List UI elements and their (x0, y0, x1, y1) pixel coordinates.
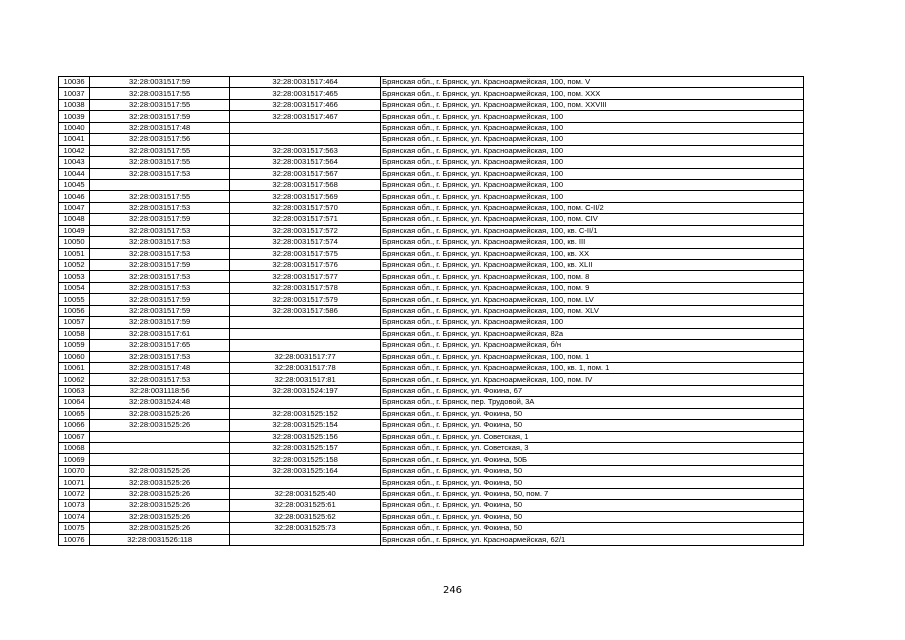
table-row (59, 523, 804, 534)
address-cell: Брянская обл., г. Брянск, ул. Фокина, 50 (381, 500, 804, 511)
row-number-cell: 10042 (59, 145, 90, 156)
land-cadastral-number-cell: 32:28:0031517:65 (90, 340, 230, 351)
row-number-cell: 10039 (59, 111, 90, 122)
land-cadastral-number-cell: 32:28:0031517:53 (90, 202, 230, 213)
address-cell: Брянская обл., г. Брянск, ул. Фокина, 50 (381, 477, 804, 488)
object-cadastral-number-cell: 32:28:0031517:78 (230, 362, 381, 373)
address-cell: Брянская обл., г. Брянск, ул. Красноармейская, 100 (381, 145, 804, 156)
address-cell: Брянская обл., г. Брянск, ул. Красноармейская, 100 (381, 179, 804, 190)
row-number-cell: 10037 (59, 88, 90, 99)
row-number-cell: 10070 (59, 465, 90, 476)
table-row (59, 408, 804, 419)
address-cell: Брянская обл., г. Брянск, ул. Красноармейская, 100, пом. XXX (381, 88, 804, 99)
object-cadastral-number-cell: 32:28:0031517:576 (230, 260, 381, 271)
land-cadastral-number-cell: 32:28:0031517:53 (90, 374, 230, 385)
object-cadastral-number-cell: 32:28:0031525:40 (230, 488, 381, 499)
row-number-cell: 10047 (59, 202, 90, 213)
row-number-cell: 10067 (59, 431, 90, 442)
address-cell: Брянская обл., г. Брянск, ул. Красноармейская, 100, пом. 8 (381, 271, 804, 282)
land-cadastral-number-cell: 32:28:0031517:59 (90, 260, 230, 271)
object-cadastral-number-cell: 32:28:0031517:568 (230, 179, 381, 190)
object-cadastral-number-cell: 32:28:0031525:156 (230, 431, 381, 442)
object-cadastral-number-cell (230, 122, 381, 133)
row-number-cell: 10051 (59, 248, 90, 259)
land-cadastral-number-cell: 32:28:0031517:53 (90, 271, 230, 282)
address-cell: Брянская обл., г. Брянск, ул. Фокина, 50Б (381, 454, 804, 465)
land-cadastral-number-cell: 32:28:0031517:53 (90, 225, 230, 236)
table-row (59, 99, 804, 110)
object-cadastral-number-cell: 32:28:0031517:567 (230, 168, 381, 179)
object-cadastral-number-cell: 32:28:0031525:152 (230, 408, 381, 419)
object-cadastral-number-cell (230, 477, 381, 488)
land-cadastral-number-cell: 32:28:0031517:59 (90, 317, 230, 328)
land-cadastral-number-cell: 32:28:0031517:48 (90, 362, 230, 373)
object-cadastral-number-cell: 32:28:0031517:465 (230, 88, 381, 99)
row-number-cell: 10075 (59, 523, 90, 534)
row-number-cell: 10055 (59, 294, 90, 305)
row-number-cell: 10069 (59, 454, 90, 465)
land-cadastral-number-cell: 32:28:0031118:56 (90, 385, 230, 396)
table-row (59, 191, 804, 202)
address-cell: Брянская обл., г. Брянск, ул. Советская, 1 (381, 431, 804, 442)
object-cadastral-number-cell: 32:28:0031524:197 (230, 385, 381, 396)
object-cadastral-number-cell (230, 534, 381, 545)
row-number-cell: 10056 (59, 305, 90, 316)
address-cell: Брянская обл., г. Брянск, ул. Красноармейская, 100, пом. CIV (381, 214, 804, 225)
table-row (59, 488, 804, 499)
object-cadastral-number-cell: 32:28:0031517:579 (230, 294, 381, 305)
table-row (59, 305, 804, 316)
object-cadastral-number-cell: 32:28:0031517:569 (230, 191, 381, 202)
table-row (59, 477, 804, 488)
land-cadastral-number-cell (90, 454, 230, 465)
object-cadastral-number-cell: 32:28:0031525:154 (230, 420, 381, 431)
land-cadastral-number-cell: 32:28:0031517:59 (90, 77, 230, 88)
land-cadastral-number-cell: 32:28:0031525:26 (90, 523, 230, 534)
land-cadastral-number-cell: 32:28:0031525:26 (90, 408, 230, 419)
address-cell: Брянская обл., г. Брянск, ул. Красноармейская, 62/1 (381, 534, 804, 545)
object-cadastral-number-cell: 32:28:0031525:61 (230, 500, 381, 511)
row-number-cell: 10063 (59, 385, 90, 396)
row-number-cell: 10068 (59, 443, 90, 454)
address-cell: Брянская обл., г. Брянск, ул. Красноармейская, 100 (381, 122, 804, 133)
table-row (59, 111, 804, 122)
object-cadastral-number-cell: 32:28:0031517:77 (230, 351, 381, 362)
object-cadastral-number-cell (230, 397, 381, 408)
object-cadastral-number-cell: 32:28:0031525:62 (230, 511, 381, 522)
table-row (59, 443, 804, 454)
land-cadastral-number-cell: 32:28:0031517:59 (90, 294, 230, 305)
row-number-cell: 10065 (59, 408, 90, 419)
address-cell: Брянская обл., г. Брянск, ул. Красноармейская, 100, кв. XX (381, 248, 804, 259)
object-cadastral-number-cell: 32:28:0031517:572 (230, 225, 381, 236)
row-number-cell: 10048 (59, 214, 90, 225)
table-row (59, 248, 804, 259)
row-number-cell: 10058 (59, 328, 90, 339)
table-row (59, 294, 804, 305)
object-cadastral-number-cell (230, 328, 381, 339)
land-cadastral-number-cell: 32:28:0031517:55 (90, 145, 230, 156)
registry-table (58, 76, 804, 546)
object-cadastral-number-cell: 32:28:0031517:575 (230, 248, 381, 259)
row-number-cell: 10074 (59, 511, 90, 522)
table-row (59, 168, 804, 179)
address-cell: Брянская обл., г. Брянск, ул. Красноармейская, 82а (381, 328, 804, 339)
object-cadastral-number-cell: 32:28:0031517:578 (230, 282, 381, 293)
row-number-cell: 10073 (59, 500, 90, 511)
table-row (59, 511, 804, 522)
row-number-cell: 10053 (59, 271, 90, 282)
table-row (59, 88, 804, 99)
address-cell: Брянская обл., г. Брянск, ул. Красноармейская, 100 (381, 134, 804, 145)
row-number-cell: 10071 (59, 477, 90, 488)
table-row (59, 282, 804, 293)
object-cadastral-number-cell: 32:28:0031517:577 (230, 271, 381, 282)
row-number-cell: 10036 (59, 77, 90, 88)
object-cadastral-number-cell: 32:28:0031517:586 (230, 305, 381, 316)
table-row (59, 237, 804, 248)
object-cadastral-number-cell: 32:28:0031525:157 (230, 443, 381, 454)
row-number-cell: 10049 (59, 225, 90, 236)
land-cadastral-number-cell: 32:28:0031525:26 (90, 511, 230, 522)
object-cadastral-number-cell: 32:28:0031525:158 (230, 454, 381, 465)
land-cadastral-number-cell: 32:28:0031517:59 (90, 214, 230, 225)
address-cell: Брянская обл., г. Брянск, ул. Красноармейская, 100, пом. 9 (381, 282, 804, 293)
address-cell: Брянская обл., г. Брянск, ул. Красноармейская, 100, пом. С-II/2 (381, 202, 804, 213)
land-cadastral-number-cell: 32:28:0031525:26 (90, 500, 230, 511)
address-cell: Брянская обл., г. Брянск, ул. Красноармейская, 100 (381, 157, 804, 168)
address-cell: Брянская обл., г. Брянск, ул. Красноармейская, 100 (381, 317, 804, 328)
object-cadastral-number-cell: 32:28:0031517:467 (230, 111, 381, 122)
object-cadastral-number-cell: 32:28:0031517:571 (230, 214, 381, 225)
row-number-cell: 10046 (59, 191, 90, 202)
object-cadastral-number-cell: 32:28:0031517:466 (230, 99, 381, 110)
address-cell: Брянская обл., г. Брянск, ул. Красноармейская, 100, пом. 1 (381, 351, 804, 362)
land-cadastral-number-cell: 32:28:0031517:61 (90, 328, 230, 339)
address-cell: Брянская обл., г. Брянск, ул. Фокина, 50 (381, 511, 804, 522)
land-cadastral-number-cell (90, 179, 230, 190)
land-cadastral-number-cell: 32:28:0031525:26 (90, 488, 230, 499)
table-row (59, 454, 804, 465)
address-cell: Брянская обл., г. Брянск, ул. Красноармейская, 100 (381, 191, 804, 202)
land-cadastral-number-cell (90, 443, 230, 454)
land-cadastral-number-cell: 32:28:0031517:53 (90, 237, 230, 248)
object-cadastral-number-cell (230, 134, 381, 145)
land-cadastral-number-cell: 32:28:0031525:26 (90, 477, 230, 488)
row-number-cell: 10050 (59, 237, 90, 248)
object-cadastral-number-cell: 32:28:0031517:563 (230, 145, 381, 156)
table-row (59, 431, 804, 442)
table-row (59, 260, 804, 271)
address-cell: Брянская обл., г. Брянск, ул. Фокина, 50 (381, 465, 804, 476)
address-cell: Брянская обл., г. Брянск, ул. Красноармейская, 100 (381, 168, 804, 179)
row-number-cell: 10054 (59, 282, 90, 293)
object-cadastral-number-cell: 32:28:0031525:164 (230, 465, 381, 476)
address-cell: Брянская обл., г. Брянск, ул. Красноармейская, 100, пом. V (381, 77, 804, 88)
row-number-cell: 10064 (59, 397, 90, 408)
address-cell: Брянская обл., г. Брянск, ул. Красноармейская, 100, кв. XLII (381, 260, 804, 271)
table-row (59, 420, 804, 431)
row-number-cell: 10066 (59, 420, 90, 431)
row-number-cell: 10052 (59, 260, 90, 271)
address-cell: Брянская обл., г. Брянск, ул. Красноармейская, 100 (381, 111, 804, 122)
land-cadastral-number-cell: 32:28:0031517:48 (90, 122, 230, 133)
registry-table-body (59, 77, 804, 546)
object-cadastral-number-cell (230, 317, 381, 328)
table-row (59, 317, 804, 328)
object-cadastral-number-cell: 32:28:0031517:564 (230, 157, 381, 168)
address-cell: Брянская обл., г. Брянск, ул. Красноармейская, 100, пом. LV (381, 294, 804, 305)
table-row (59, 134, 804, 145)
address-cell: Брянская обл., г. Брянск, ул. Фокина, 67 (381, 385, 804, 396)
table-row (59, 225, 804, 236)
land-cadastral-number-cell: 32:28:0031517:53 (90, 282, 230, 293)
table-row (59, 340, 804, 351)
object-cadastral-number-cell: 32:28:0031517:81 (230, 374, 381, 385)
land-cadastral-number-cell (90, 431, 230, 442)
row-number-cell: 10041 (59, 134, 90, 145)
object-cadastral-number-cell: 32:28:0031525:73 (230, 523, 381, 534)
row-number-cell: 10060 (59, 351, 90, 362)
land-cadastral-number-cell: 32:28:0031517:59 (90, 111, 230, 122)
table-row (59, 202, 804, 213)
land-cadastral-number-cell: 32:28:0031526:118 (90, 534, 230, 545)
land-cadastral-number-cell: 32:28:0031517:53 (90, 168, 230, 179)
table-row (59, 534, 804, 545)
address-cell: Брянская обл., г. Брянск, ул. Красноармейская, 100, кв. 1, пом. 1 (381, 362, 804, 373)
address-cell: Брянская обл., г. Брянск, ул. Фокина, 50, пом. 7 (381, 488, 804, 499)
land-cadastral-number-cell: 32:28:0031517:56 (90, 134, 230, 145)
address-cell: Брянская обл., г. Брянск, ул. Фокина, 50 (381, 408, 804, 419)
table-row (59, 351, 804, 362)
object-cadastral-number-cell: 32:28:0031517:570 (230, 202, 381, 213)
address-cell: Брянская обл., г. Брянск, ул. Красноармейская, 100, пом. XXVIII (381, 99, 804, 110)
table-row (59, 179, 804, 190)
table-row (59, 500, 804, 511)
address-cell: Брянская обл., г. Брянск, ул. Красноармейская, 100, пом. XLV (381, 305, 804, 316)
table-row (59, 397, 804, 408)
row-number-cell: 10061 (59, 362, 90, 373)
row-number-cell: 10045 (59, 179, 90, 190)
address-cell: Брянская обл., г. Брянск, ул. Красноармейская, 100, кв. III (381, 237, 804, 248)
page-number: 246 (442, 585, 463, 596)
row-number-cell: 10057 (59, 317, 90, 328)
object-cadastral-number-cell: 32:28:0031517:464 (230, 77, 381, 88)
land-cadastral-number-cell: 32:28:0031517:55 (90, 88, 230, 99)
row-number-cell: 10044 (59, 168, 90, 179)
row-number-cell: 10043 (59, 157, 90, 168)
land-cadastral-number-cell: 32:28:0031517:55 (90, 99, 230, 110)
row-number-cell: 10072 (59, 488, 90, 499)
address-cell: Брянская обл., г. Брянск, ул. Красноармейская, 100, кв. С-II/1 (381, 225, 804, 236)
row-number-cell: 10062 (59, 374, 90, 385)
object-cadastral-number-cell (230, 340, 381, 351)
table-row (59, 214, 804, 225)
address-cell: Брянская обл., г. Брянск, ул. Фокина, 50 (381, 420, 804, 431)
address-cell: Брянская обл., г. Брянск, пер. Трудовой, 3А (381, 397, 804, 408)
table-row (59, 157, 804, 168)
table-row (59, 374, 804, 385)
land-cadastral-number-cell: 32:28:0031525:26 (90, 420, 230, 431)
land-cadastral-number-cell: 32:28:0031517:55 (90, 191, 230, 202)
table-row (59, 385, 804, 396)
land-cadastral-number-cell: 32:28:0031517:53 (90, 248, 230, 259)
address-cell: Брянская обл., г. Брянск, ул. Красноармейская, 100, пом. IV (381, 374, 804, 385)
land-cadastral-number-cell: 32:28:0031517:59 (90, 305, 230, 316)
table-row (59, 145, 804, 156)
land-cadastral-number-cell: 32:28:0031517:53 (90, 351, 230, 362)
row-number-cell: 10076 (59, 534, 90, 545)
table-row (59, 77, 804, 88)
table-row (59, 362, 804, 373)
address-cell: Брянская обл., г. Брянск, ул. Советская, 3 (381, 443, 804, 454)
row-number-cell: 10059 (59, 340, 90, 351)
table-row (59, 465, 804, 476)
row-number-cell: 10038 (59, 99, 90, 110)
row-number-cell: 10040 (59, 122, 90, 133)
land-cadastral-number-cell: 32:28:0031517:55 (90, 157, 230, 168)
table-row (59, 328, 804, 339)
land-cadastral-number-cell: 32:28:0031524:48 (90, 397, 230, 408)
object-cadastral-number-cell: 32:28:0031517:574 (230, 237, 381, 248)
address-cell: Брянская обл., г. Брянск, ул. Красноармейская, б/н (381, 340, 804, 351)
table-row (59, 271, 804, 282)
land-cadastral-number-cell: 32:28:0031525:26 (90, 465, 230, 476)
table-row (59, 122, 804, 133)
address-cell: Брянская обл., г. Брянск, ул. Фокина, 50 (381, 523, 804, 534)
